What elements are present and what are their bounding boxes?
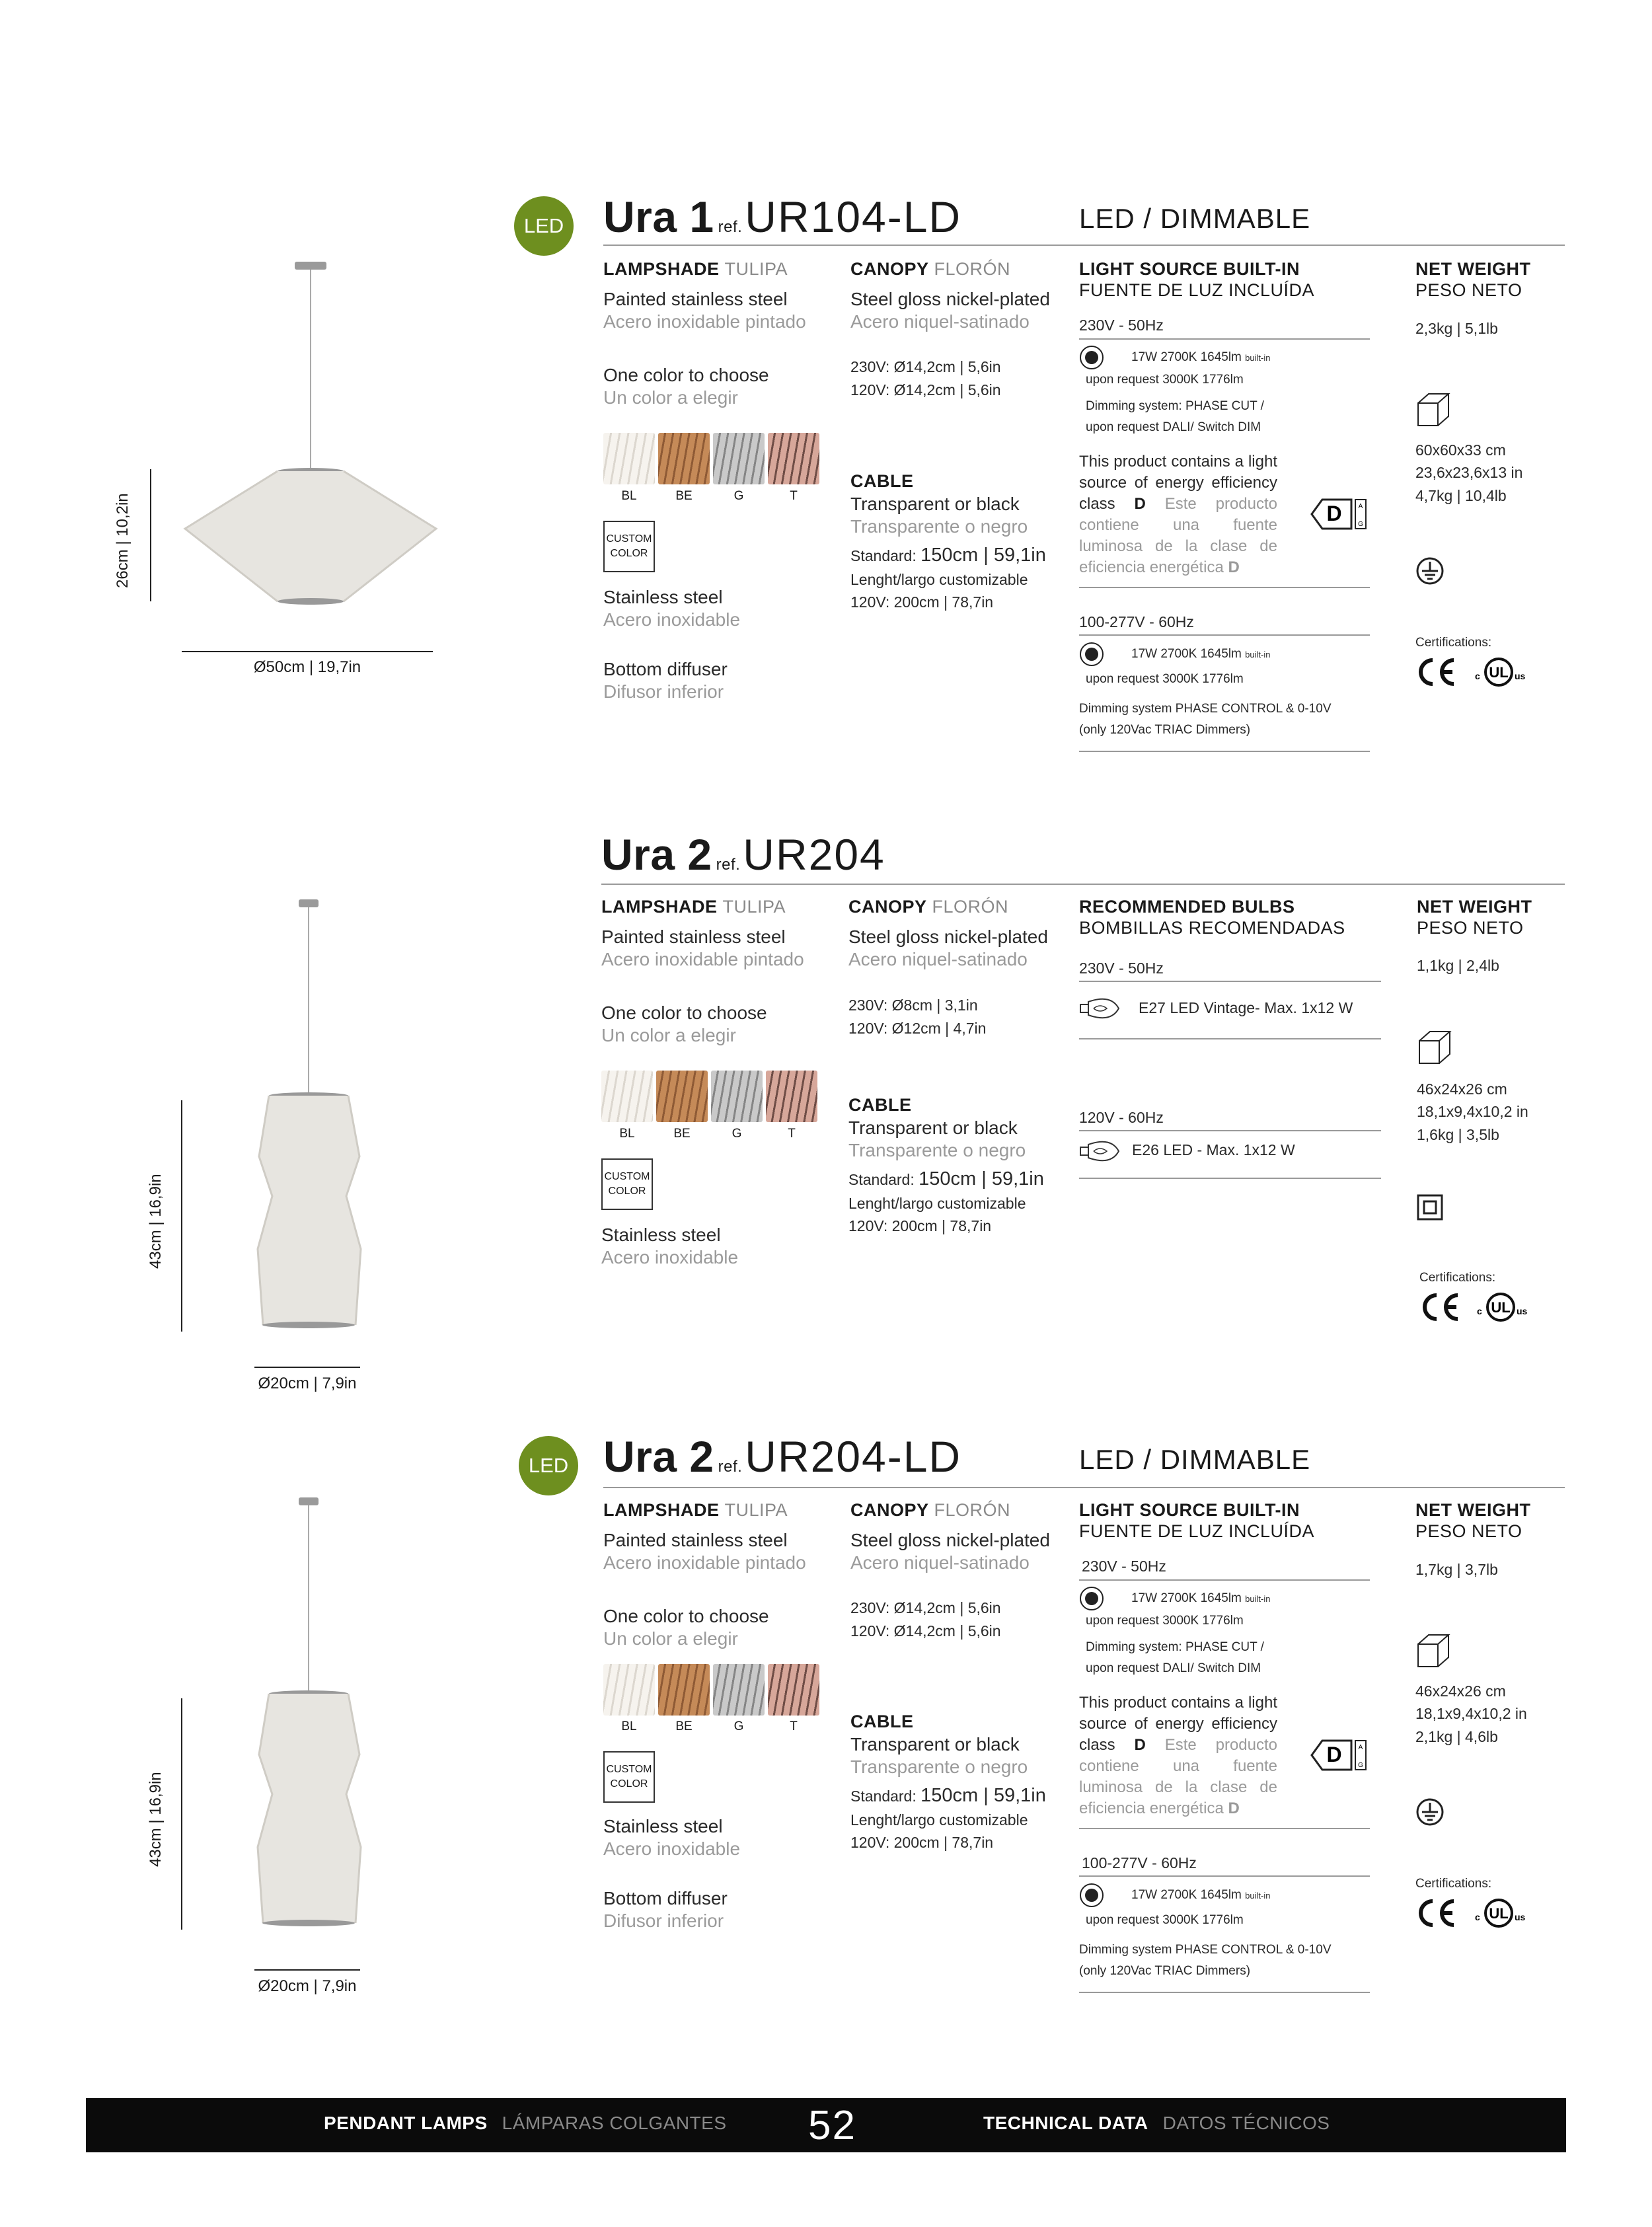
- rings-es: Acero inoxidable: [603, 1838, 741, 1859]
- height-dimension: 26cm | 10,2in: [114, 493, 131, 588]
- voltage-230: 230V - 50Hz: [1079, 960, 1164, 977]
- swatch-label: G: [733, 1719, 744, 1733]
- color-choice-es: Un color a elegir: [603, 387, 738, 408]
- dimming-line3: Dimming system PHASE CONTROL & 0-10V: [1079, 1943, 1332, 1957]
- canopy-es: Acero niquel-satinado: [850, 311, 1030, 332]
- light-rule: [1079, 1579, 1370, 1581]
- net-weight-label: NET WEIGHT: [1417, 897, 1532, 917]
- swatch-be: [658, 1664, 710, 1716]
- svg-text:D: D: [1326, 502, 1342, 525]
- light-spec: 17W 2700K 1645lm built-in: [1131, 1888, 1271, 1902]
- dimming-line2: upon request DALI/ Switch DIM: [1086, 1661, 1261, 1675]
- swatch-be: [658, 433, 710, 484]
- swatch-g: [713, 1664, 765, 1716]
- product-title: [601, 829, 885, 880]
- canopy-size-230: 230V: Ø14,2cm | 5,6in: [850, 1599, 1001, 1616]
- page-number: 52: [808, 2103, 856, 2148]
- product-name: Ura 1: [603, 192, 714, 241]
- cable-standard: Standard: 150cm | 59,1in: [850, 545, 1046, 566]
- diffuser-en: Bottom diffuser: [603, 659, 728, 679]
- swatch-be: [656, 1071, 708, 1122]
- product-tagline: LED / DIMMABLE: [1079, 1444, 1311, 1475]
- dimming-line4: (only 120Vac TRIAC Dimmers): [1079, 723, 1251, 737]
- lampshade-label: LAMPSHADE TULIPA: [603, 1500, 788, 1520]
- height-dimension-line: [150, 469, 151, 601]
- ref-label: ref.: [718, 218, 743, 236]
- light-spec: 17W 2700K 1645lm built-in: [1131, 647, 1271, 661]
- ref-label: ref.: [716, 856, 741, 874]
- svg-text:UL: UL: [1489, 664, 1509, 681]
- header-rule: [603, 245, 1565, 246]
- ref-code: UR204-LD: [745, 1432, 962, 1481]
- lamp-illustration-ura1: [172, 258, 449, 615]
- certifications-label: Certifications:: [1415, 1877, 1492, 1891]
- width-dimension-line: [254, 1969, 360, 1971]
- height-dimension: 43cm | 16,9in: [147, 1772, 165, 1867]
- box-size-in: 18,1x9,4x10,2 in: [1417, 1103, 1528, 1120]
- dimming-line2: upon request DALI/ Switch DIM: [1086, 420, 1261, 434]
- canopy-size-230: 230V: Ø14,2cm | 5,6in: [850, 358, 1001, 375]
- svg-text:c: c: [1475, 671, 1480, 681]
- lamp-illustration-ura2-ld: [244, 1493, 377, 1930]
- svg-text:A: A: [1358, 1744, 1363, 1751]
- width-dimension-line: [254, 1367, 360, 1368]
- cable-es: Transparente o negro: [850, 1756, 1028, 1777]
- led-badge: LED: [514, 196, 574, 256]
- swatch-bl: [603, 433, 655, 484]
- lampshade-es: Acero inoxidable pintado: [601, 949, 804, 969]
- bulbs-rule: [1079, 1038, 1381, 1039]
- cable-standard: Standard: 150cm | 59,1in: [848, 1168, 1044, 1189]
- svg-text:A: A: [1358, 503, 1363, 510]
- header-rule: [603, 1487, 1565, 1488]
- box-size-cm: 46x24x26 cm: [1417, 1080, 1507, 1098]
- swatch-label: BL: [619, 1127, 635, 1141]
- net-weight-label: NET WEIGHT: [1415, 1500, 1531, 1520]
- cable-es: Transparente o negro: [848, 1140, 1026, 1160]
- dimming-line3: Dimming system PHASE CONTROL & 0-10V: [1079, 702, 1332, 716]
- product-tagline: LED / DIMMABLE: [1079, 203, 1311, 234]
- dimming-line1: Dimming system: PHASE CUT /: [1086, 1640, 1264, 1654]
- product-title: [603, 192, 961, 242]
- light-source-label-es: FUENTE DE LUZ INCLUÍDA: [1079, 1521, 1315, 1541]
- ul-mark-icon: [1474, 656, 1530, 689]
- swatch-g: [713, 433, 765, 484]
- energy-label-icon: [1310, 497, 1370, 531]
- canopy-size-120: 120V: Ø12cm | 4,7in: [848, 1020, 987, 1037]
- custom-color-box: CUSTOM COLOR: [601, 1158, 653, 1210]
- bulbs-label-es: BOMBILLAS RECOMENDADAS: [1079, 918, 1345, 938]
- certifications-label: Certifications:: [1415, 636, 1492, 650]
- width-dimension: Ø20cm | 7,9in: [258, 1375, 357, 1392]
- energy-paragraph: This product contains a light source of energy efficiency class D Este producto contiene una fuente luminosa de la clase de eficiencia energética D: [1079, 453, 1278, 576]
- light-source-label: LIGHT SOURCE BUILT-IN: [1079, 1500, 1300, 1520]
- bulbs-rule: [1079, 1178, 1381, 1179]
- rings-es: Acero inoxidable: [601, 1247, 739, 1267]
- rings-en: Stainless steel: [601, 1225, 721, 1245]
- cable-en: Transparent or black: [850, 494, 1020, 514]
- voltage-230: 230V - 50Hz: [1079, 317, 1164, 334]
- cable-label: CABLE: [850, 1712, 914, 1731]
- light-rule: [1079, 338, 1370, 340]
- light-spec: 17W 2700K 1645lm built-in: [1131, 1591, 1271, 1605]
- swatch-bl: [603, 1664, 655, 1716]
- box-size-in: 23,6x23,6x13 in: [1415, 464, 1523, 481]
- footer-section-left: PENDANT LAMPS LÁMPARAS COLGANTES: [324, 2113, 727, 2133]
- lampshade-en: Painted stainless steel: [603, 1530, 788, 1550]
- cable-en: Transparent or black: [850, 1734, 1020, 1755]
- led-source-icon: [1079, 1586, 1104, 1611]
- net-weight-label: NET WEIGHT: [1415, 259, 1531, 279]
- net-weight: 2,3kg | 5,1lb: [1415, 320, 1498, 337]
- box-size-cm: 60x60x33 cm: [1415, 441, 1506, 459]
- rings-en: Stainless steel: [603, 587, 723, 607]
- svg-text:UL: UL: [1489, 1905, 1509, 1922]
- bulb-120: E26 LED - Max. 1x12 W: [1132, 1141, 1295, 1158]
- bulbs-label: RECOMMENDED BULBS: [1079, 897, 1295, 917]
- ul-mark-icon: [1476, 1291, 1532, 1324]
- ref-label: ref.: [718, 1458, 743, 1476]
- swatch-label: BE: [675, 1719, 693, 1733]
- color-choice-es: Un color a elegir: [603, 1628, 738, 1649]
- ul-mark-icon: [1474, 1897, 1530, 1930]
- box-size-in: 18,1x9,4x10,2 in: [1415, 1705, 1527, 1722]
- width-dimension-line: [182, 651, 433, 652]
- led-source-icon: [1079, 1883, 1104, 1908]
- cable-es: Transparente o negro: [850, 516, 1028, 537]
- cable-en: Transparent or black: [848, 1117, 1018, 1138]
- canopy-en: Steel gloss nickel-plated: [848, 926, 1048, 947]
- energy-label-icon: [1310, 1738, 1370, 1772]
- light-spec: 17W 2700K 1645lm built-in: [1131, 350, 1271, 364]
- canopy-es: Acero niquel-satinado: [848, 949, 1028, 969]
- cable-120v: 120V: 200cm | 78,7in: [848, 1217, 992, 1234]
- lampshade-label: LAMPSHADE TULIPA: [601, 897, 786, 917]
- svg-text:c: c: [1477, 1306, 1482, 1316]
- lampshade-en: Painted stainless steel: [603, 289, 788, 309]
- light-rule: [1079, 751, 1370, 752]
- swatch-label: T: [788, 1127, 796, 1141]
- ce-mark-icon: [1415, 1899, 1458, 1928]
- box-icon: [1415, 1632, 1452, 1669]
- diffuser-es: Difusor inferior: [603, 681, 724, 702]
- cable-120v: 120V: 200cm | 78,7in: [850, 1834, 994, 1851]
- swatch-bl: [601, 1071, 653, 1122]
- double-insulation-icon: [1417, 1194, 1443, 1221]
- net-weight: 1,1kg | 2,4lb: [1417, 957, 1499, 974]
- color-choice-es: Un color a elegir: [601, 1025, 736, 1045]
- light-source-label: LIGHT SOURCE BUILT-IN: [1079, 259, 1300, 279]
- swatch-label: G: [733, 489, 744, 503]
- swatch-label: BL: [621, 1719, 637, 1733]
- header-rule: [601, 884, 1565, 885]
- ce-mark-icon: [1415, 658, 1458, 687]
- dimming-line1: Dimming system: PHASE CUT /: [1086, 399, 1264, 413]
- canopy-label: CANOPY FLORÓN: [850, 1500, 1011, 1520]
- height-dimension-line: [181, 1698, 182, 1930]
- ground-icon: [1415, 1797, 1445, 1827]
- cable-customizable: Lenght/largo customizable: [850, 571, 1028, 588]
- lamp-illustration-ura2: [244, 895, 377, 1332]
- light-upon-request: upon request 3000K 1776lm: [1086, 1614, 1244, 1628]
- lampshade-es: Acero inoxidable pintado: [603, 1552, 806, 1573]
- lampshade-en: Painted stainless steel: [601, 926, 786, 947]
- rings-es: Acero inoxidable: [603, 609, 741, 630]
- cable-standard: Standard: 150cm | 59,1in: [850, 1785, 1046, 1806]
- light-rule: [1079, 1992, 1370, 1993]
- color-choice-en: One color to choose: [603, 365, 769, 385]
- ground-icon: [1415, 556, 1445, 585]
- cable-customizable: Lenght/largo customizable: [850, 1811, 1028, 1829]
- canopy-label: CANOPY FLORÓN: [848, 897, 1009, 917]
- swatch-label: BE: [673, 1127, 691, 1141]
- box-icon: [1417, 1029, 1454, 1066]
- width-dimension: Ø50cm | 19,7in: [253, 658, 361, 676]
- led-source-icon: [1079, 345, 1104, 370]
- swatch-label: G: [732, 1127, 742, 1141]
- canopy-label: CANOPY FLORÓN: [850, 259, 1011, 279]
- height-dimension: 43cm | 16,9in: [147, 1174, 165, 1269]
- custom-color-box: CUSTOM COLOR: [603, 1751, 655, 1803]
- width-dimension: Ø20cm | 7,9in: [258, 1977, 357, 1995]
- height-dimension-line: [181, 1100, 182, 1332]
- light-rule: [1079, 1875, 1370, 1877]
- lampshade-es: Acero inoxidable pintado: [603, 311, 806, 332]
- bulbs-rule: [1079, 1130, 1381, 1131]
- net-weight: 1,7kg | 3,7lb: [1415, 1561, 1498, 1578]
- voltage-100-277: 100-277V - 60Hz: [1082, 1854, 1197, 1871]
- diffuser-en: Bottom diffuser: [603, 1888, 728, 1908]
- page-footer: [86, 2098, 1566, 2152]
- dimming-line4: (only 120Vac TRIAC Dimmers): [1079, 1964, 1251, 1978]
- product-title: [603, 1431, 961, 1482]
- light-upon-request: upon request 3000K 1776lm: [1086, 672, 1244, 686]
- canopy-size-120: 120V: Ø14,2cm | 5,6in: [850, 1622, 1001, 1640]
- certifications-label: Certifications:: [1419, 1271, 1496, 1285]
- led-badge: LED: [519, 1436, 578, 1495]
- custom-color-box: CUSTOM COLOR: [603, 521, 655, 572]
- svg-text:us: us: [1515, 671, 1526, 681]
- voltage-230: 230V - 50Hz: [1082, 1558, 1166, 1575]
- energy-paragraph: This product contains a light source of energy efficiency class D Este producto contiene una fuente luminosa de la clase de eficiencia energética D: [1079, 1694, 1278, 1817]
- light-upon-request: upon request 3000K 1776lm: [1086, 373, 1244, 387]
- bulbs-rule: [1079, 981, 1381, 982]
- cable-label: CABLE: [850, 471, 914, 491]
- bulb-icon: [1079, 997, 1121, 1020]
- footer-section-right: TECHNICAL DATA DATOS TÉCNICOS: [983, 2113, 1330, 2133]
- net-weight-label-es: PESO NETO: [1415, 280, 1522, 300]
- swatch-t: [768, 433, 819, 484]
- box-weight: 4,7kg | 10,4lb: [1415, 487, 1507, 504]
- light-upon-request: upon request 3000K 1776lm: [1086, 1913, 1244, 1927]
- svg-text:G: G: [1358, 521, 1363, 528]
- ce-mark-icon: [1419, 1293, 1462, 1322]
- product-name: Ura 2: [601, 830, 712, 879]
- canopy-size-230: 230V: Ø8cm | 3,1in: [848, 997, 978, 1014]
- box-size-cm: 46x24x26 cm: [1415, 1682, 1506, 1700]
- canopy-size-120: 120V: Ø14,2cm | 5,6in: [850, 381, 1001, 398]
- voltage-100-277: 100-277V - 60Hz: [1079, 613, 1194, 630]
- canopy-en: Steel gloss nickel-plated: [850, 1530, 1050, 1550]
- light-rule: [1079, 1828, 1370, 1829]
- ref-code: UR204: [743, 830, 885, 879]
- canopy-es: Acero niquel-satinado: [850, 1552, 1030, 1573]
- svg-text:us: us: [1515, 1912, 1526, 1922]
- swatch-t: [768, 1664, 819, 1716]
- rings-en: Stainless steel: [603, 1816, 723, 1836]
- net-weight-label-es: PESO NETO: [1415, 1521, 1522, 1541]
- swatch-label: T: [790, 489, 798, 503]
- light-rule: [1079, 634, 1370, 636]
- box-weight: 1,6kg | 3,5lb: [1417, 1126, 1499, 1143]
- box-icon: [1415, 391, 1452, 428]
- bulb-icon: [1079, 1139, 1121, 1163]
- swatch-label: T: [790, 1719, 798, 1733]
- cable-label: CABLE: [848, 1095, 912, 1115]
- voltage-120: 120V - 60Hz: [1079, 1109, 1164, 1126]
- svg-text:UL: UL: [1491, 1299, 1511, 1316]
- bulb-230: E27 LED Vintage- Max. 1x12 W: [1139, 999, 1353, 1016]
- light-source-label-es: FUENTE DE LUZ INCLUÍDA: [1079, 280, 1315, 300]
- cable-120v: 120V: 200cm | 78,7in: [850, 593, 994, 611]
- cable-customizable: Lenght/largo customizable: [848, 1195, 1026, 1212]
- svg-text:D: D: [1326, 1743, 1342, 1766]
- net-weight-label-es: PESO NETO: [1417, 918, 1524, 938]
- color-choice-en: One color to choose: [603, 1606, 769, 1626]
- box-weight: 2,1kg | 4,6lb: [1415, 1728, 1498, 1745]
- swatch-label: BL: [621, 489, 637, 503]
- color-choice-en: One color to choose: [601, 1002, 767, 1023]
- product-name: Ura 2: [603, 1432, 714, 1481]
- swatch-label: BE: [675, 489, 693, 503]
- lampshade-label: LAMPSHADE TULIPA: [603, 259, 788, 279]
- led-source-icon: [1079, 642, 1104, 667]
- svg-text:G: G: [1358, 1762, 1363, 1769]
- canopy-en: Steel gloss nickel-plated: [850, 289, 1050, 309]
- svg-text:us: us: [1517, 1306, 1528, 1316]
- diffuser-es: Difusor inferior: [603, 1910, 724, 1931]
- svg-text:c: c: [1475, 1912, 1480, 1922]
- swatch-g: [711, 1071, 763, 1122]
- light-rule: [1079, 587, 1370, 588]
- ref-code: UR104-LD: [745, 192, 962, 241]
- swatch-t: [766, 1071, 817, 1122]
